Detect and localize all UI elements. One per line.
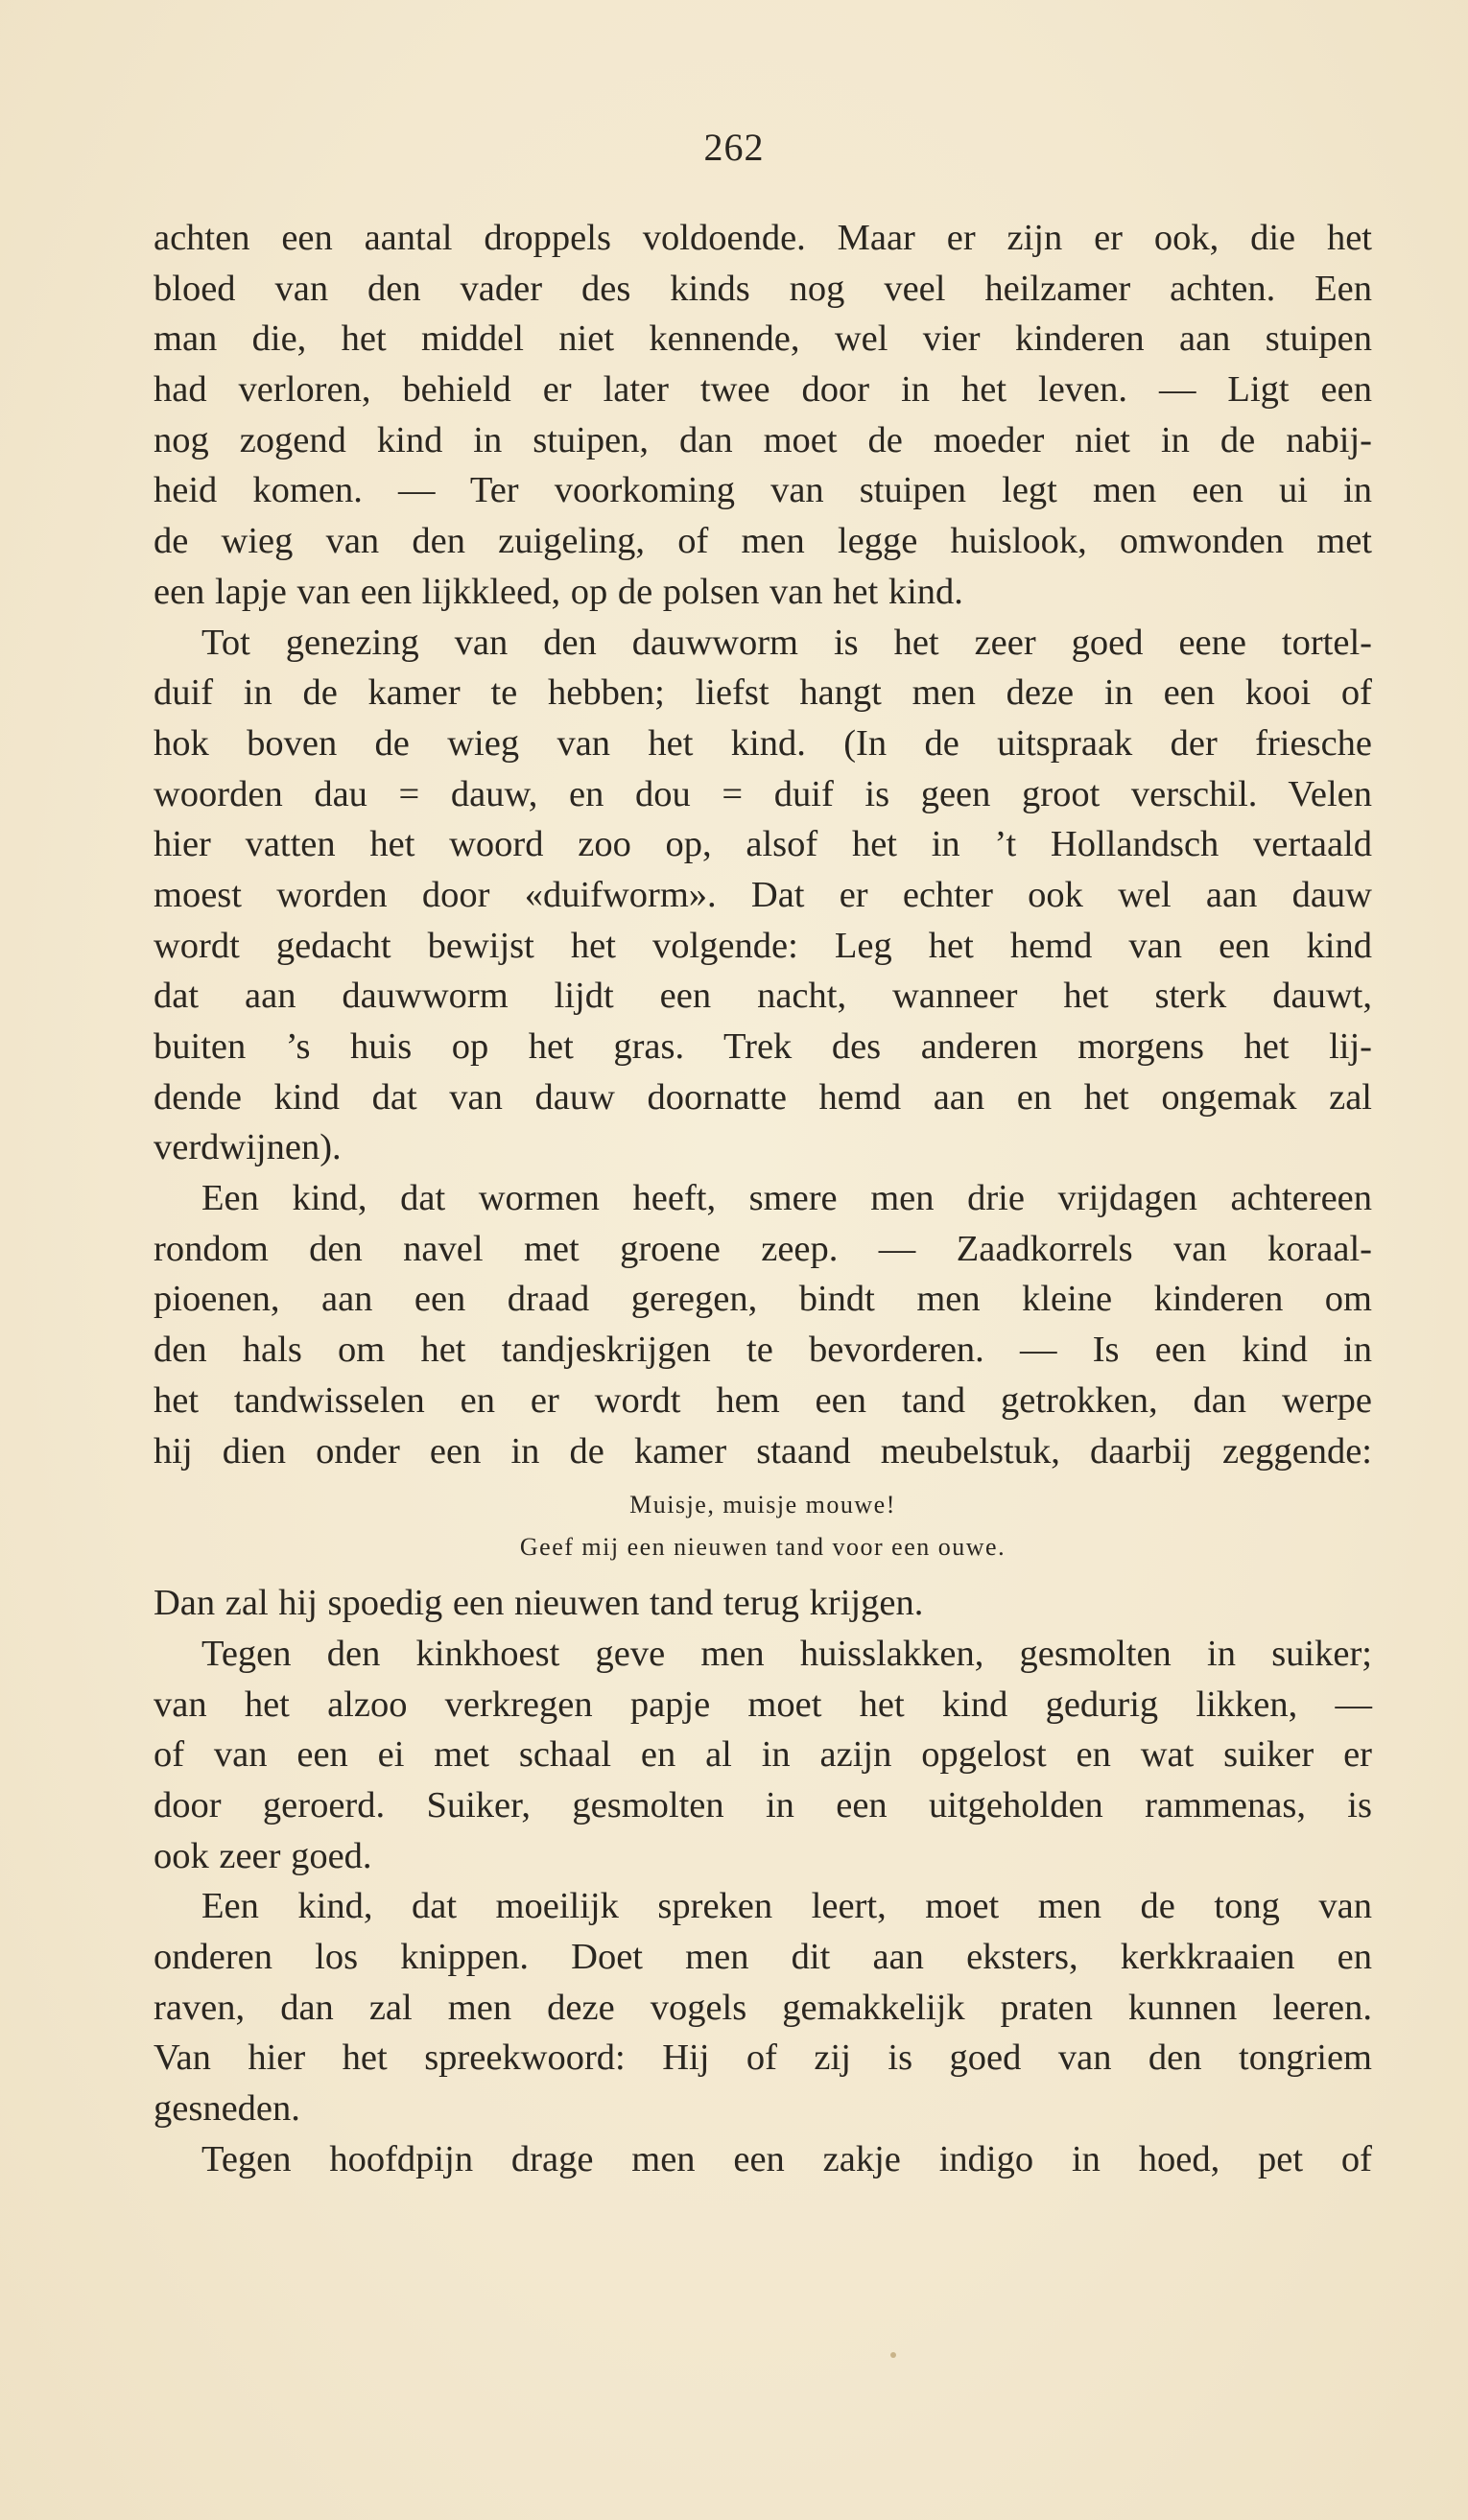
text-line: man die, het middel niet kennende, wel vier kinderen aan stuipen: [154, 318, 1372, 360]
text-line: hok boven de wieg van het kind. (In de uitspraak der friesche: [154, 722, 1372, 764]
body-text: [154, 213, 1372, 2184]
text-line: rondom den navel met groene zeep. — Zaadkorrels van koraal-: [154, 1228, 1372, 1269]
page-number: 262: [703, 126, 765, 169]
verse-line: Geef mij een nieuwen tand voor een ouwe.: [519, 1533, 1006, 1562]
text-line: moest worden door «duifworm». Dat er echter ook wel aan dauw: [154, 874, 1372, 915]
text-line: nog zogend kind in stuipen, dan moet de moeder niet in de nabij-: [154, 419, 1372, 460]
text-line: Van hier het spreekwoord: Hij of zij is goed van den tongriem: [154, 2037, 1372, 2079]
text-line: Dan zal hij spoedig een nieuwen tand terug krijgen.: [154, 1583, 924, 1624]
text-line: had verloren, behield er later twee door in het leven. — Ligt een: [154, 369, 1372, 411]
text-line: hij dien onder een in de kamer staand meubelstuk, daarbij zeggende:: [154, 1430, 1372, 1472]
text-line: Tegen hoofdpijn drage men een zakje indigo in hoed, pet of: [201, 2138, 1372, 2179]
text-line: wordt gedacht bewijst het volgende: Leg het hemd van een kind: [154, 925, 1372, 966]
text-line: pioenen, aan een draad geregen, bindt men kleine kinderen om: [154, 1279, 1372, 1320]
text-line: verdwijnen).: [154, 1127, 342, 1168]
text-line: den hals om het tandjeskrijgen te bevorderen. — Is een kind in: [154, 1330, 1372, 1371]
text-line: Tegen den kinkhoest geve men huisslakken, gesmolten in suiker;: [201, 1633, 1372, 1674]
text-line: de wieg van den zuigeling, of men legge huislook, omwonden met: [154, 521, 1372, 562]
text-line: van het alzoo verkregen papje moet het kind gedurig likken, —: [154, 1684, 1372, 1725]
text-line: Tot genezing van den dauwworm is het zeer goed eene tortel-: [201, 622, 1372, 663]
text-line: dende kind dat van dauw doornatte hemd aan en het ongemak zal: [154, 1076, 1372, 1118]
text-line: raven, dan zal men deze vogels gemakkelijk praten kunnen leeren.: [154, 1987, 1372, 2028]
text-line: of van een ei met schaal en al in azijn opgelost en wat suiker er: [154, 1734, 1372, 1776]
text-line: door geroerd. Suiker, gesmolten in een uitgeholden rammenas, is: [154, 1784, 1372, 1825]
text-line: bloed van den vader des kinds nog veel heilzamer achten. Een: [154, 268, 1372, 309]
text-line: gesneden.: [154, 2088, 300, 2130]
text-line: Een kind, dat wormen heeft, smere men drie vrijdagen achtereen: [201, 1178, 1372, 1219]
text-line: achten een aantal droppels voldoende. Maar er zijn er ook, die het: [154, 218, 1372, 258]
paper-speck: [890, 2352, 896, 2358]
text-line: heid komen. — Ter voorkoming van stuipen legt men een ui in: [154, 470, 1372, 511]
text-line: buiten ’s huis op het gras. Trek des anderen morgens het lij-: [154, 1026, 1372, 1067]
text-line: het tandwisselen en er wordt hem een tand getrokken, dan werpe: [154, 1379, 1372, 1421]
verse-line: Muisje, muisje mouwe!: [629, 1491, 896, 1519]
text-line: ook zeer goed.: [154, 1835, 372, 1876]
text-line: Een kind, dat moeilijk spreken leert, moet men de tong van: [201, 1886, 1372, 1927]
text-line: woorden dau = dauw, en dou = duif is geen groot verschil. Velen: [154, 773, 1372, 814]
text-line: een lapje van een lijkkleed, op de polsen van het kind.: [154, 571, 963, 612]
text-line: hier vatten het woord zoo op, alsof het in ’t Hollandsch vertaald: [154, 824, 1372, 865]
text-line: dat aan dauwworm lijdt een nacht, wanneer het sterk dauwt,: [154, 976, 1372, 1017]
text-line: duif in de kamer te hebben; liefst hangt men deze in een kooi of: [154, 672, 1372, 714]
text-line: onderen los knippen. Doet men dit aan eksters, kerkkraaien en: [154, 1937, 1372, 1977]
